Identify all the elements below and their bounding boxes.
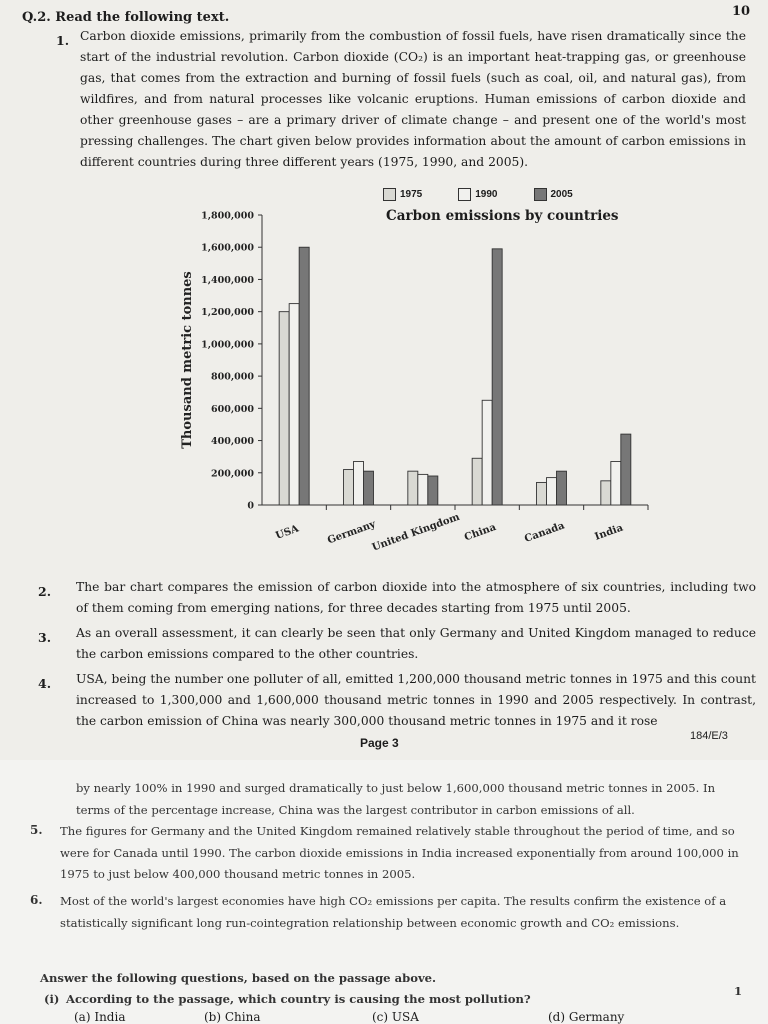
page-number: Page 3 [360,736,399,750]
bar-india-1975 [601,481,611,505]
paper-code: 184/E/3 [690,730,728,742]
legend-2005: 2005 [534,188,573,201]
point-2-text: The bar chart compares the emission of carbon dioxide into the atmosphere of six countries, including two of them coming from emerging nations, for three decades starting from 1975 until 2005. [76,580,756,615]
bar-india-2005 [621,434,631,505]
bar-india-1990 [611,462,621,506]
bar-germany-1990 [354,462,364,506]
point-1-text: Carbon dioxide emissions, primarily from the combustion of fossil fuels, have risen dramatically since the start of the industrial revolution. Carbon dioxide (CO₂) is an important heat-trapping gas, or greenhouse gas, that comes from the extraction and burning of fossil fuels (such as coal, oil, and natural gas), from wildfires, and from natural processes like volcanic eruptions. Human emissions of carbon dioxide and other greenhouse gases – are a primary driver of climate change – and present one of the world's most pressing challenges. The chart given below provides information about the amount of carbon emissions in different countries during three different years (1975, 1990, and 2005). [80,29,746,169]
y-tick-label: 0 [247,500,254,512]
x-tick-label: Germany [326,518,378,547]
bar-china-1990 [482,400,492,505]
point-3-number: 3. [38,630,52,645]
bar-united-kingdom-2005 [428,476,438,505]
chart-title: Carbon emissions by countries [386,208,619,224]
point-6-number: 6. [30,893,43,907]
option-b[interactable]: (b) China [204,1010,261,1024]
point-1-number: 1. [56,33,70,48]
legend-1990: 1990 [458,188,497,201]
bar-china-1975 [472,458,482,505]
question-marks: 10 [732,4,751,19]
bar-canada-1975 [537,482,547,505]
bar-canada-2005 [557,471,567,505]
point-4-continuation: by nearly 100% in 1990 and surged dramatically to just below 1,600,000 thousand metric tonnes in 2005. In terms of the percentage increase, China was the largest contributor in carbon emissions of all. [76,781,716,817]
y-tick-label: 1,400,000 [201,274,254,286]
point-5-text: The figures for Germany and the United Kingdom remained relatively stable throughout the period of time, and so were for Canada until 1990. The carbon dioxide emissions in India increased exponentially from around 100,000 in 1975 to just below 400,000 thousand metric tonnes in 2005. [60,824,739,881]
bar-usa-1975 [279,312,289,505]
question-1-number: (i) [44,992,60,1006]
option-c[interactable]: (c) USA [372,1010,419,1024]
x-tick-label: China [463,521,498,544]
point-4-text: USA, being the number one polluter of all, emitted 1,200,000 thousand metric tonnes in 1975 and this count increased to 1,300,000 and 1,600,000 thousand metric tonnes in 1990 and 2005 respectively. In contrast, the carbon emission of China was nearly 300,000 thousand metric tonnes in 1975 and it rose [76,672,756,728]
legend-1975: 1975 [383,188,422,201]
y-tick-label: 800,000 [211,371,254,383]
bar-united-kingdom-1990 [418,474,428,505]
y-tick-label: 200,000 [211,468,254,480]
point-5-number: 5. [30,823,43,837]
point-3-text: As an overall assessment, it can clearly be seen that only Germany and United Kingdom managed to reduce the carbon emissions compared to the other countries. [76,626,756,661]
y-axis-label: Thousand metric tonnes [180,271,195,449]
y-tick-label: 400,000 [211,436,254,448]
y-tick-label: 1,800,000 [201,210,254,222]
page-4 [0,760,768,1024]
bar-usa-1990 [289,304,299,505]
y-tick-label: 1,600,000 [201,242,254,254]
bar-united-kingdom-1975 [408,471,418,505]
y-tick-label: 1,200,000 [201,307,254,319]
point-4-number: 4. [38,676,52,691]
y-tick-label: 1,000,000 [201,339,254,351]
x-tick-label: United Kingdom [370,511,462,554]
question-heading: Q.2. Read the following text. [22,10,230,25]
question-1-marks: 1 [734,984,743,998]
x-tick-label: USA [274,523,301,542]
y-tick-label: 600,000 [211,403,254,415]
option-d[interactable]: (d) Germany [548,1010,625,1024]
bar-china-2005 [492,249,502,505]
x-tick-label: India [593,522,625,543]
point-6-text: Most of the world's largest economies have high CO₂ emissions per capita. The results confirm the existence of a statistically significant long run-cointegration relationship between economic growth and CO₂ emissions. [60,894,727,930]
bar-germany-1975 [344,470,354,505]
option-a[interactable]: (a) India [74,1010,126,1024]
answer-instruction: Answer the following questions, based on the passage above. [40,971,437,985]
bar-germany-2005 [364,471,374,505]
point-2-number: 2. [38,584,52,599]
bar-usa-2005 [299,247,309,505]
x-tick-label: Canada [523,520,567,545]
question-1-text: According to the passage, which country is causing the most pollution? [66,992,531,1006]
bar-canada-1990 [547,478,557,505]
